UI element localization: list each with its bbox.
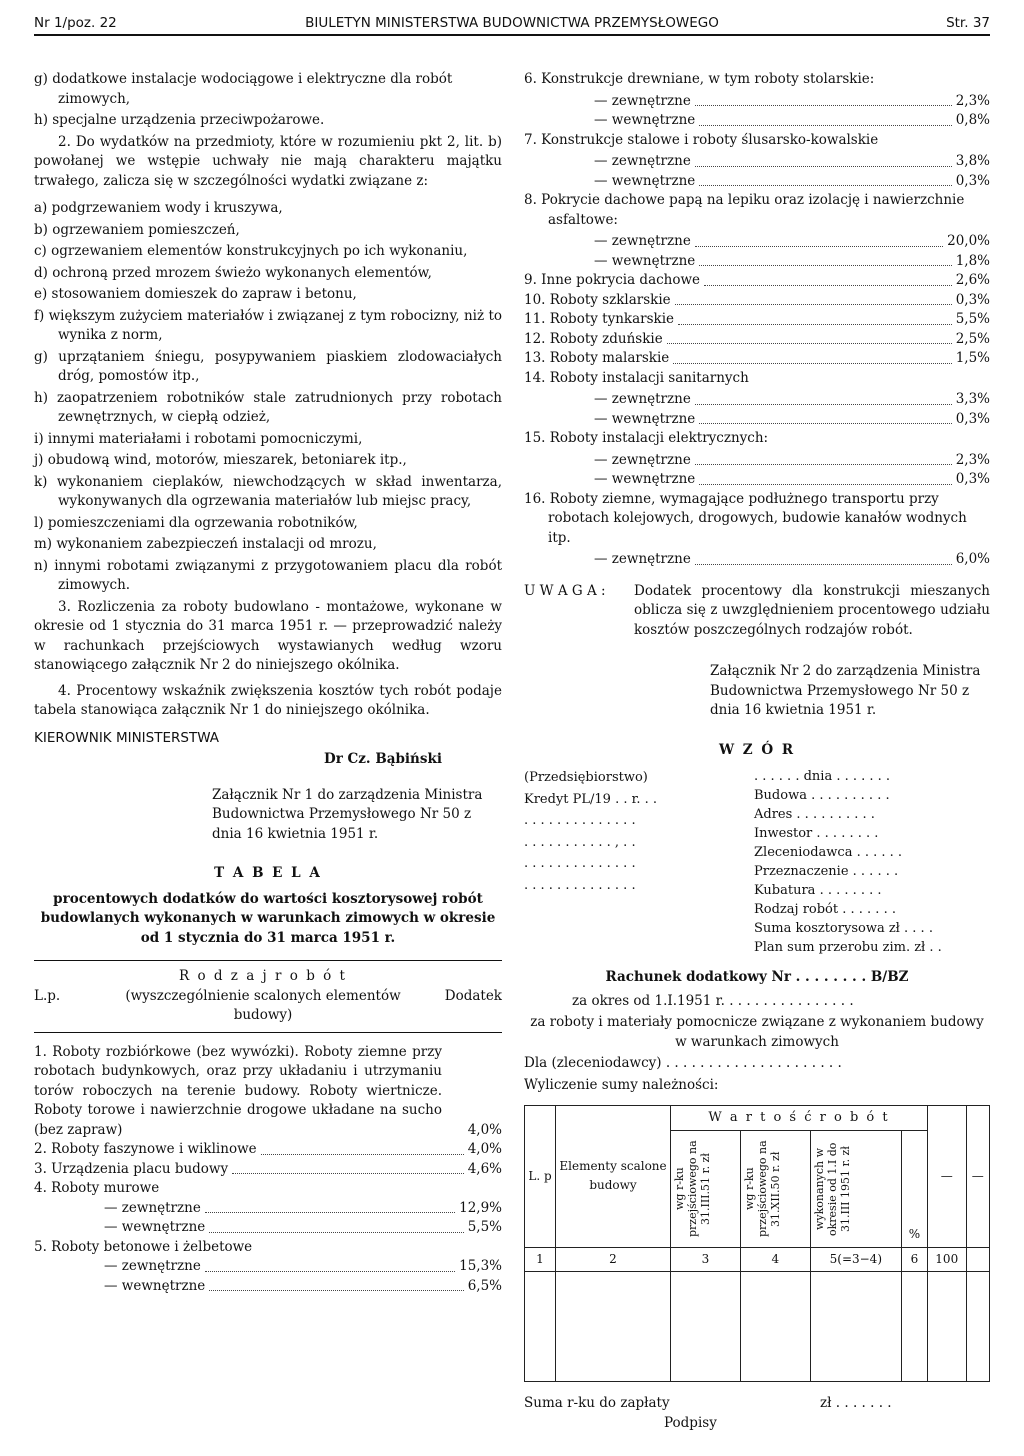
paragraph-2: 2. Do wydatków na przedmioty, które w rozumieniu pkt 2, lit. b) powołanej we wstępie uchwały nie mają charakteru majątku trwałego, zalicza się w szczególności wydatki związane z: bbox=[34, 133, 502, 189]
table-row bbox=[34, 1043, 502, 1141]
calc-col-number: 3 bbox=[671, 1247, 741, 1272]
sum-value: zł . . . . . . . bbox=[820, 1395, 892, 1411]
col-rodzaj: R o d z a j r o b ó t bbox=[179, 968, 347, 984]
row-label: — wewnętrzne bbox=[594, 252, 696, 269]
form-fields bbox=[754, 787, 990, 956]
invoice-title: Rachunek dodatkowy Nr . . . . . . . . B/BZ bbox=[605, 969, 909, 985]
form-field: Inwestor . . . . . . . . bbox=[754, 826, 879, 841]
row-value: 12,9% bbox=[459, 1199, 502, 1216]
table-row bbox=[524, 390, 990, 410]
right-column bbox=[524, 70, 990, 1435]
client-line: Dla (zleceniodawcy) . . . . . . . . . . . . . . . . . . . . . bbox=[524, 1055, 842, 1071]
page-header bbox=[34, 12, 990, 36]
calc-col-1 bbox=[671, 1130, 741, 1247]
calc-col-3 bbox=[810, 1130, 901, 1247]
table-row bbox=[524, 252, 990, 272]
form-field: Kubatura . . . . . . . . bbox=[754, 883, 882, 898]
table-row bbox=[524, 410, 990, 430]
table-row bbox=[34, 1199, 502, 1219]
table-row bbox=[524, 291, 990, 311]
table-row bbox=[524, 451, 990, 471]
list-item: f) większym zużyciem materiałów i związanej z tym robocizny, niż to wynika z norm, bbox=[34, 307, 502, 343]
table-row bbox=[524, 310, 990, 330]
row-label: — zewnętrzne bbox=[594, 233, 691, 249]
table-row: 8. Pokrycie dachowe papą na lepiku oraz izolację i nawierzchnie asfaltowe: bbox=[524, 192, 965, 228]
sum-label: Suma r-ku do zapłaty bbox=[524, 1395, 670, 1411]
table-row: 7. Konstrukcje stalowe i roboty ślusarsko-kowalskie bbox=[524, 131, 879, 148]
table-row bbox=[524, 271, 990, 291]
calc-col-number: 6 bbox=[901, 1247, 927, 1272]
row-label: 4. Roboty murowe bbox=[34, 1180, 160, 1196]
table-row bbox=[34, 1140, 502, 1160]
row-value: 2,3% bbox=[955, 92, 990, 109]
list-item: g) dodatkowe instalacje wodociągowe i elektryczne dla robót zimowych, bbox=[34, 71, 453, 107]
page-number: Str. 37 bbox=[946, 15, 990, 31]
calc-col-pct: % bbox=[901, 1130, 927, 1247]
row-value: 5,5% bbox=[955, 311, 990, 327]
calc-table bbox=[524, 1105, 990, 1382]
paragraph-3: 3. Rozliczenia za roboty budowlano - montażowe, wykonane w okresie od 1 stycznia do 31 marca 1951 r. — przeprowadzić należy w rachunkach przejściowych wystawianych według wzoru stanowiącego załącznik Nr 2 do niniejszego okólnika. bbox=[34, 598, 502, 673]
row-value: 0,3% bbox=[955, 172, 990, 189]
row-label: 1. Roboty rozbiórkowe (bez wywózki). Roboty ziemne przy robotach budynkowych, oraz przy układaniu i utrzymaniu torów roboczych na terenie budowy. Roboty wiertnicze. Roboty torowe i nawierzchnie drogowe układane na sucho (bez zapraw) bbox=[34, 1043, 442, 1138]
list-item: a) podgrzewaniem wody i kruszywa, bbox=[34, 200, 283, 216]
attachment-2-note: Załącznik Nr 2 do zarządzenia Ministra Budownictwa Przemysłowego Nr 50 z dnia 16 kwietnia 1951 r. bbox=[710, 663, 981, 718]
row-label: — zewnętrzne bbox=[594, 451, 691, 468]
list-item: i) innymi materiałami i robotami pomocniczymi, bbox=[34, 430, 363, 447]
attachment-1-note: Załącznik Nr 1 do zarządzenia Ministra Budownictwa Przemysłowego Nr 50 z dnia 16 kwietnia 1951 r. bbox=[212, 786, 483, 842]
table-row bbox=[524, 550, 990, 570]
table-row bbox=[34, 1218, 502, 1238]
row-label: 11. Roboty tynkarskie bbox=[524, 311, 675, 327]
row-value: 20,0% bbox=[947, 233, 990, 249]
row-label: — wewnętrzne bbox=[104, 1277, 206, 1294]
table-row bbox=[524, 232, 990, 252]
form-right bbox=[754, 768, 990, 958]
date-field: . . . . . . dnia . . . . . . . bbox=[754, 769, 891, 784]
form-field: Rodzaj robót . . . . . . . bbox=[754, 902, 896, 917]
dots-line: . . . . . . . . . . . . . . bbox=[524, 813, 636, 828]
table-row: 6. Konstrukcje drewniane, w tym roboty stolarskie: bbox=[524, 71, 875, 87]
row-value: 3,8% bbox=[955, 153, 990, 169]
signer-name: Dr Cz. Bąbiński bbox=[324, 751, 442, 767]
table-title: T A B E L A bbox=[214, 865, 322, 881]
row-label: 2. Roboty faszynowe i wiklinowe bbox=[34, 1141, 257, 1157]
row-label: — zewnętrzne bbox=[104, 1199, 201, 1216]
table-row bbox=[34, 1179, 502, 1199]
dots-line: . . . . . . . . . . . , . . bbox=[524, 834, 636, 850]
col-rodzaj-sub: (wyszczególnienie scalonych elementów budowy) bbox=[125, 987, 401, 1023]
list-item: e) stosowaniem domieszek do zapraw i betonu, bbox=[34, 286, 357, 302]
table-row bbox=[34, 1160, 502, 1180]
list-item: n) innymi robotami związanymi z przygotowaniem placu dla robót zimowych. bbox=[34, 557, 502, 593]
form-field: Przeznaczenie . . . . . . bbox=[754, 864, 899, 879]
table-row: 16. Roboty ziemne, wymagające podłużnego transportu przy robotach kolejowych, drogowych, budowie kanałów wodnych itp. bbox=[524, 490, 967, 546]
form-field: Zleceniodawca . . . . . . bbox=[754, 845, 903, 860]
paragraph-4: 4. Procentowy wskaźnik zwiększenia kosztów tych robót podaje tabela stanowiąca załącznik Nr 1 do niniejszego okólnika. bbox=[34, 682, 502, 718]
row-value: 0,3% bbox=[955, 291, 990, 308]
list-item: l) pomieszczeniami dla ogrzewania robotników, bbox=[34, 514, 358, 531]
row-value: 0,3% bbox=[955, 471, 990, 487]
row-value: 4,6% bbox=[467, 1160, 502, 1177]
table-row bbox=[524, 111, 990, 131]
list-item: k) wykonaniem cieplaków, niewchodzących w skład inwentarza, wykonywanych dla ogrzewania materiałów lub miejsc pracy, bbox=[34, 473, 502, 509]
calc-col-3-label: wykonanych w okresie od 1.I do 31.III 1951 r. zł bbox=[812, 1141, 852, 1236]
row-value: 2,5% bbox=[955, 330, 990, 347]
note-label: U W A G A : bbox=[524, 582, 606, 599]
calc-empty-row bbox=[525, 1272, 990, 1382]
form-left bbox=[524, 768, 754, 958]
calc-col-1-label: wg r-ku przejściowego na 31.III.51 r. zł bbox=[673, 1140, 712, 1237]
row-label: 12. Roboty zduńskie bbox=[524, 330, 663, 347]
row-label: 13. Roboty malarskie bbox=[524, 350, 670, 366]
row-value: 3,3% bbox=[955, 391, 990, 407]
list-item: d) ochroną przed mrozem świeżo wykonanych elementów, bbox=[34, 264, 432, 281]
row-label: — zewnętrzne bbox=[594, 551, 691, 567]
row-label: 9. Inne pokrycia dachowe bbox=[524, 272, 701, 288]
note-text: Dodatek procentowy dla konstrukcji mieszanych oblicza się z uwzględnieniem procentowego udziału kosztów poszczególnych rodzajów robót. bbox=[634, 582, 990, 638]
col-rodzaj-wrap bbox=[94, 967, 432, 1026]
form-title: W Z Ó R bbox=[718, 741, 796, 758]
row-value: 5,5% bbox=[467, 1219, 502, 1235]
row-value: 2,3% bbox=[955, 451, 990, 468]
row-label: — wewnętrzne bbox=[594, 471, 696, 487]
row-label: — wewnętrzne bbox=[594, 172, 696, 189]
left-column bbox=[34, 70, 502, 1296]
calc-col-2 bbox=[740, 1130, 810, 1247]
table-row bbox=[524, 152, 990, 172]
list-item: g) uprzątaniem śniegu, posypywaniem piaskiem zlodowaciałych dróg, pomostów itp., bbox=[34, 348, 502, 384]
calc-col-number: 5(=3−4) bbox=[810, 1247, 901, 1272]
sum-line bbox=[524, 1394, 990, 1414]
calc-col-lp: L. p bbox=[525, 1106, 556, 1248]
calc-number-row bbox=[525, 1247, 990, 1272]
list-item: h) specjalne urządzenia przeciwpożarowe. bbox=[34, 112, 325, 128]
journal-title: BIULETYN MINISTERSTWA BUDOWNICTWA PRZEMYSŁOWEGO bbox=[305, 15, 719, 31]
row-value: 6,5% bbox=[467, 1277, 502, 1294]
row-label: 10. Roboty szklarskie bbox=[524, 291, 671, 308]
calc-col-number: 100 bbox=[928, 1247, 967, 1272]
form-header bbox=[524, 768, 990, 958]
table-row bbox=[34, 1277, 502, 1297]
calc-col-number: 2 bbox=[556, 1247, 671, 1272]
form-field: Adres . . . . . . . . . . bbox=[754, 807, 875, 822]
row-label: 3. Urządzenia placu budowy bbox=[34, 1160, 229, 1177]
row-value: 1,8% bbox=[955, 252, 990, 269]
note-block bbox=[524, 582, 990, 641]
row-label: — zewnętrzne bbox=[594, 391, 691, 407]
row-value: 1,5% bbox=[955, 350, 990, 366]
table-header bbox=[34, 967, 502, 1026]
calc-col-extra1: — bbox=[928, 1106, 967, 1248]
calc-label: Wyliczenie sumy należności: bbox=[524, 1076, 719, 1093]
calc-col-elements: Elementy scalone budowy bbox=[556, 1106, 671, 1248]
period-line: za okres od 1.I.1951 r. . . . . . . . . . . . . . . . bbox=[572, 992, 854, 1009]
row-label: 5. Roboty betonowe i żelbetowe bbox=[34, 1238, 253, 1255]
issue-number: Nr 1/poz. 22 bbox=[34, 15, 117, 31]
row-label: — zewnętrzne bbox=[594, 153, 691, 169]
subject-line: za roboty i materiały pomocnicze związane z wykonaniem budowy w warunkach zimowych bbox=[530, 1014, 984, 1050]
calc-col-extra2: — bbox=[966, 1106, 989, 1248]
calc-col-2-label: wg r-ku przejściowego na 31.XII.50 r. zł bbox=[742, 1140, 782, 1237]
row-value: 4,0% bbox=[467, 1141, 502, 1157]
dots-line: . . . . . . . . . . . . . . bbox=[524, 877, 636, 893]
table-row bbox=[34, 1238, 502, 1258]
list-item: h) zaopatrzeniem robotników stale zatrudnionych przy robotach zewnętrznych, w ciepłą odzież, bbox=[34, 389, 502, 425]
table-row bbox=[524, 349, 990, 369]
list-item: c) ogrzewaniem elementów konstrukcyjnych po ich wykonaniu, bbox=[34, 243, 468, 259]
calc-col-number: 4 bbox=[740, 1247, 810, 1272]
row-value: 0,8% bbox=[955, 112, 990, 128]
calc-col-number: 1 bbox=[525, 1247, 556, 1272]
row-label: — wewnętrzne bbox=[594, 112, 696, 128]
table-row bbox=[524, 172, 990, 192]
row-value: 2,6% bbox=[955, 272, 990, 288]
row-value: 4,0% bbox=[467, 1121, 502, 1138]
credit-label: Kredyt PL/19 . . r. . . bbox=[524, 791, 658, 807]
table-row bbox=[524, 330, 990, 350]
table-row bbox=[34, 1257, 502, 1277]
table-row: 15. Roboty instalacji elektrycznych: bbox=[524, 430, 769, 446]
signer-title: KIEROWNIK MINISTERSTWA bbox=[34, 729, 220, 746]
list-item: m) wykonaniem zabezpieczeń instalacji od mrozu, bbox=[34, 536, 377, 552]
company-label: (Przedsiębiorstwo) bbox=[524, 770, 648, 785]
row-value: 0,3% bbox=[955, 410, 990, 427]
form-field: Plan sum przerobu zim. zł . . bbox=[754, 940, 942, 955]
calc-col-value-group: W a r t o ś ć r o b ó t bbox=[671, 1106, 928, 1131]
row-label: — zewnętrzne bbox=[104, 1258, 201, 1274]
list-item: b) ogrzewaniem pomieszczeń, bbox=[34, 221, 240, 238]
list-item: j) obudową wind, motorów, mieszarek, betoniarek itp., bbox=[34, 452, 407, 468]
table-row: 14. Roboty instalacji sanitarnych bbox=[524, 369, 749, 386]
calc-col-number-blank bbox=[966, 1247, 989, 1272]
table-row bbox=[524, 92, 990, 112]
list-section-2 bbox=[34, 199, 502, 596]
col-lp: L.p. bbox=[34, 987, 61, 1004]
row-label: — wewnętrzne bbox=[594, 410, 696, 427]
dots-line: . . . . . . . . . . . . . . bbox=[524, 856, 636, 871]
col-dodatek: Dodatek bbox=[444, 987, 502, 1004]
form-field: Suma kosztorysowa zł . . . . bbox=[754, 921, 933, 936]
form-field: Budowa . . . . . . . . . . bbox=[754, 788, 890, 803]
table-row bbox=[524, 470, 990, 490]
row-label: — wewnętrzne bbox=[104, 1219, 206, 1235]
signatures-label: Podpisy bbox=[664, 1414, 717, 1431]
table-subtitle: procentowych dodatków do wartości kosztorysowej robót budowlanych wykonanych w warunkach zimowych w okresie od 1 stycznia do 31 marca 1951 r. bbox=[40, 890, 496, 946]
row-label: — zewnętrzne bbox=[594, 92, 691, 109]
row-value: 15,3% bbox=[459, 1258, 502, 1274]
row-value: 6,0% bbox=[955, 551, 990, 567]
